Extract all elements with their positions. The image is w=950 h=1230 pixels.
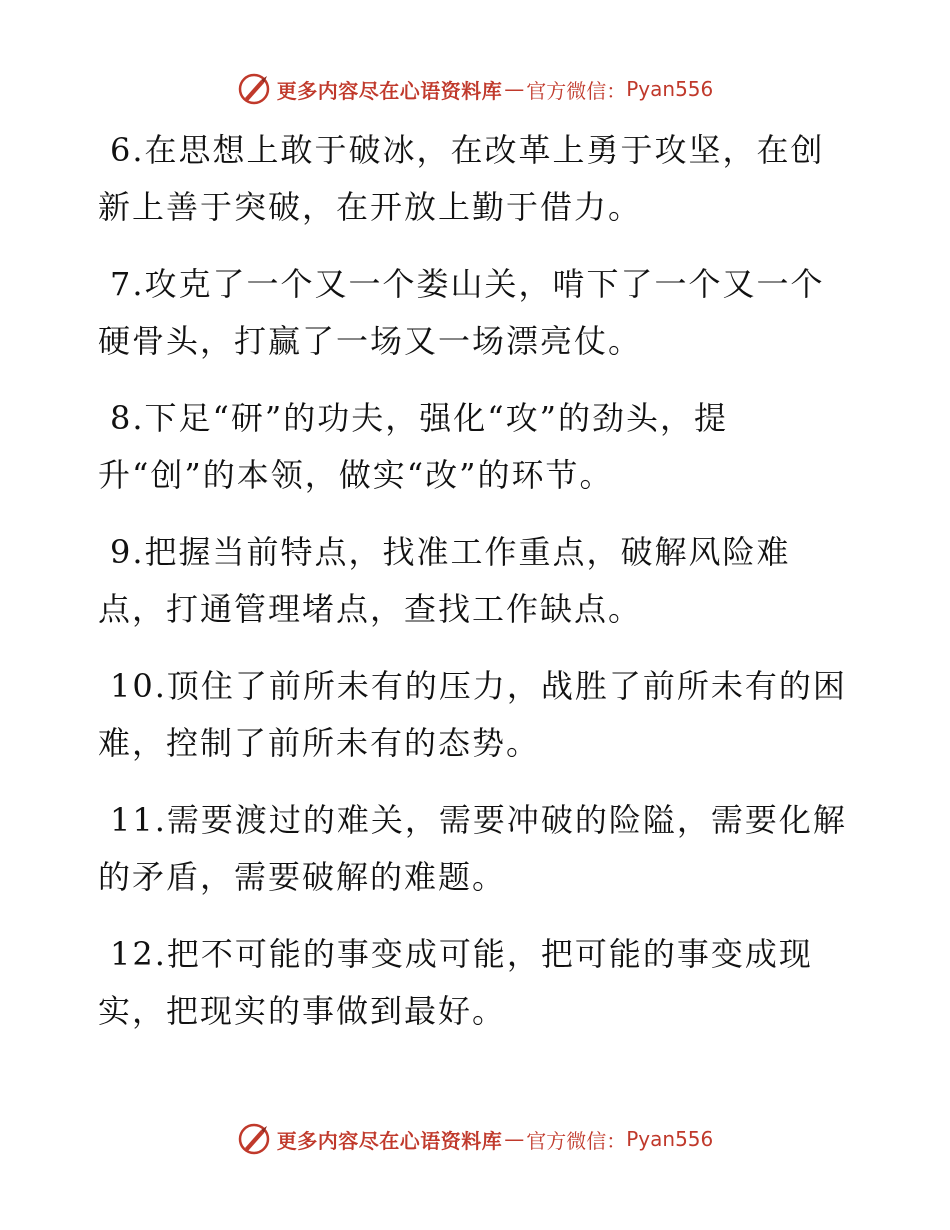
watermark-handle: Pyan556 [626,1127,714,1151]
watermark-main-text: 更多内容尽在心语资料库 [276,1128,503,1153]
paragraph-10: 10.顶住了前所未有的压力，战胜了前所未有的困难，控制了前所未有的态势。 [98,667,847,762]
header-watermark [0,72,950,106]
watermark-label: 官方微信： [526,78,627,103]
document-body [98,122,858,1060]
paragraph-11: 11.需要渡过的难关，需要冲破的险隘，需要化解的矛盾，需要破解的难题。 [98,801,847,896]
paragraph-6: 6.在思想上敢于破冰，在改革上勇于攻坚，在创新上善于突破，在开放上勤于借力。 [98,131,825,226]
watermark-main-text: 更多内容尽在心语资料库 [276,78,503,103]
watermark-handle: Pyan556 [626,77,714,101]
watermark-dash: — [504,77,525,101]
watermark-dash: — [504,1127,525,1151]
paragraph-12: 12.把不可能的事变成可能，把可能的事变成现实，把现实的事做到最好。 [98,935,813,1030]
footer-watermark [0,1122,950,1156]
watermark-label: 官方微信： [526,1128,627,1153]
quill-logo-icon [237,72,271,106]
paragraph-9: 9.把握当前特点，找准工作重点，破解风险难点，打通管理堵点，查找工作缺点。 [98,533,791,628]
paragraph-8: 8.下足“研”的功夫，强化“攻”的劲头，提升“创”的本领，做实“改”的环节。 [98,399,728,494]
quill-logo-icon [237,1122,271,1156]
paragraph-7: 7.攻克了一个又一个娄山关，啃下了一个又一个硬骨头，打赢了一场又一场漂亮仗。 [98,265,825,360]
